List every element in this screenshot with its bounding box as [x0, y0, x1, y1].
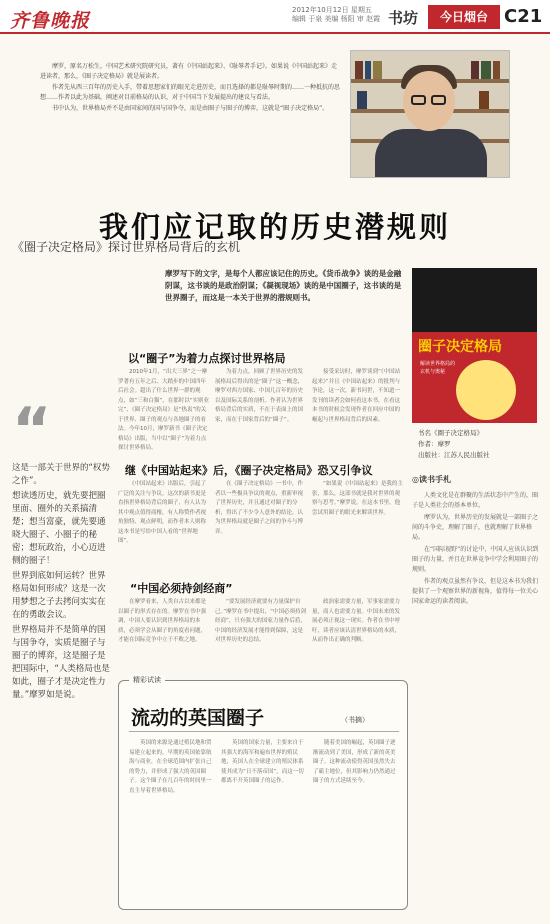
excerpt-column: 随着美国的崛起，英国圈子逐渐流动到了美国，形成了新的英美圈子。这种流动使得英国虽然失去了霸主地位，但其影响力仍然通过圈子的方式延续至今。 [313, 740, 396, 784]
pull-quote: “ 这是一部关于世界的“权势之作”。 想读透历史，就先要把圈里面、圈外的关系搞清楚；想当富豪，就先要通晓大圈子、小圈子的秘密；想玩政治，小心迈进侧的圈子！ 世界到底如何运转？世界格局如何形成？这是一次用梦想之子去拷问实实在在的勇敢会议。 世界格局并不是简单的国与国争夺，实质是圈子与圈子的博弈，这是圈子是把国际中，“人类格局也是如此，圈子才是决定性力量。”摩罗如是说。 [12, 395, 110, 700]
subheadline: 《圈子决定格局》探讨世界格局背后的玄机 [12, 240, 241, 254]
excerpt-column: 英国的来源是通过殖民地和贸易建立起来的，早期的英国依靠航海与商业，在全球范围内扩张自己的势力，并形成了强大的英国圈子。这个圈子在几百年的时间里一直主导着世界格局。 [129, 740, 212, 794]
page-header [0, 0, 550, 34]
article-column: “要发展经济就要有力量保护自己。”摩罗在书中提出，“中国必须持剑经商”，只有强大的国家力量作后盾，中国的经济发展才能得到保障，这是对世界历史的总结。 [215, 599, 306, 643]
quote-mark-icon: “ [12, 395, 52, 465]
section-heading: 以“圈子”为着力点探讨世界格局 [128, 352, 286, 365]
book-info: 书名《圈子决定格局》 作者：摩罗 出版社：江苏人民出版社 [418, 429, 490, 459]
issue-date: 2012年10月12日 星期五 编辑 于泉 美编 杨阳 审 赵霞 [292, 6, 381, 23]
excerpt-column: 英国的国家力量，主要来自于其强大的海军和遍布世界的殖民地，英国人在全球建立的殖民体系使其成为“日不落帝国”，而这一切都离不开英国圈子的运作。 [221, 740, 304, 784]
edition-badge: 今日烟台 [428, 5, 500, 29]
article-column: 2010年1月，“出大三界”之一摩罗著有五年之后、大踏步的中国四年后社会。超出了什么世界一群的观点，如“三和白猫”，在那时以“实则业完”、《圈子决定格局》是“热衷”的关于世界、圈子的观点与各地圈子的看法。今年10月，摩罗新书《圈子决定格局》出版，当中以“圈子”为着力点探讨世界格局。 [118, 369, 210, 451]
lead-paragraph: 摩罗写下的文字，是每个人都应该记住的历史。《货币战争》谈的是金融阴谋，这书谈的是政治阴谋；《凝视现场》谈的是中国圈子，这书谈的是世界圈子，而这是一本关于世界的潜规则书。 [165, 269, 402, 302]
author-photo [350, 50, 510, 178]
section-heading: “中国必须持剑经商” [130, 582, 233, 595]
intro-text: 摩罗，原名万松生，中国艺术研究院研究员，著有《中国站起来》、《耻辱者手记》。如果说《中国站起来》走进读者，那么，《圈子决定格局》就是展读者。 作者先从西三百年的历史入手，带着思想家们的眼光走进历史，而且选择的都是耻辱时期的……一种抵抗的思想……作者以此为基础，阐述对目前格局的认识，对于中国当下发展提出的建议与看法。 书中认为，世界格局并不是由国家间的国与国争夺，而是由圈子与圈子的博弈，这就是“圈子决定格局”。 [40, 63, 341, 112]
article-column: 在《圈子决定格局》一书中，作者以一些极具争议的观点，重新审视了世界历史，并且通过对圈子的分析，得出了不少令人意外的结论，认为世界格局就是圈子之间的争斗与博弈。 [215, 481, 304, 535]
newspaper-logo: 齐鲁晚报 [10, 10, 91, 32]
article-column: 接受采访时，摩罗谈到“《中国站起来》”并且《中国站起来》的批判与争论，这一次，新书问世，不知道一发刊的读者会如何看这本书，在看这本书的时候会发现作者在回应中国的崛起与世界格局背后的因素。 [312, 369, 401, 423]
excerpt-title: 流动的英国圈子 [131, 707, 265, 729]
article-column: 为着力点，回顾了世界历史的发展格局后得出的是“圈子”这一概念，摩罗对西方国家、中国几百年的历史以及国际关系的剖析。作者认为世界格局背后的实质，不在于表面上的国家，而在于国家背后的“圈子”。 [215, 369, 304, 423]
book-cover-subtitle: 解读世界格局的玄机与奥秘 [420, 361, 456, 375]
headline: 我们应记取的历史潜规则 [98, 210, 451, 244]
book-cover-image [412, 268, 537, 423]
excerpt-source: （书摘） [341, 716, 369, 724]
section-name: 书坊 [388, 9, 419, 27]
article-column: 政治家需要力量，军事家需要力量，商人也需要力量。中国未来的发展必须正视这一现实。作者在书中呼吁，读者应该认清世界格局的本质，从而作出正确的判断。 [312, 599, 401, 643]
reading-notes-column: ◎读书手札 人类文化是在群聚的生活状态中产生的，圈子是人类社会的基本单位。 摩罗认为，世界历史的发展就是一部圈子之间的斗争史，理解了圈子，也就理解了世界格局。 在“国际视野”的讨论中，中国人应该认识到圈子的力量，并且在世界竞争中学会利用圈子的规则。 作者的观点虽然有争议，但是这本书为我们提供了一个观察世界的新视角，值得每一位关心国家命运的读者阅读。 [412, 475, 539, 605]
article-column: 在摩罗看来，人类自古以来都是以圈子的形式存在的。摩罗在书中强调，中国人要认识到世界格局的本质，必须学会从圈子的角度看问题，才能在国际竞争中立于不败之地。 [118, 599, 207, 643]
article-column: “如果说《中国站起来》是我的主张，那么，这部书就是我对世界的观察与思考。”摩罗说，在这本书里，他尝试用圈子的眼光来解读世界。 [312, 481, 403, 516]
reading-notes-title: ◎读书手札 [412, 475, 451, 484]
section-heading: 继《中国站起来》后，《圈子决定格局》恐又引争议 [125, 464, 373, 477]
excerpt-box [118, 676, 408, 910]
book-cover-title: 圈子决定格局 [418, 339, 502, 355]
excerpt-label: 精彩试读 [129, 675, 165, 685]
article-column: 《中国站起来》出版后，引起了广泛的关注与争议。这次的新书更是直指世界格局背后的圈子，有人认为其中观点值得商榷，有人称赞作者视角独特、观点鲜明，而作者本人则称这本书是写给中国人看的“世界地图”。 [118, 481, 207, 544]
page-number: C21 [504, 6, 543, 27]
